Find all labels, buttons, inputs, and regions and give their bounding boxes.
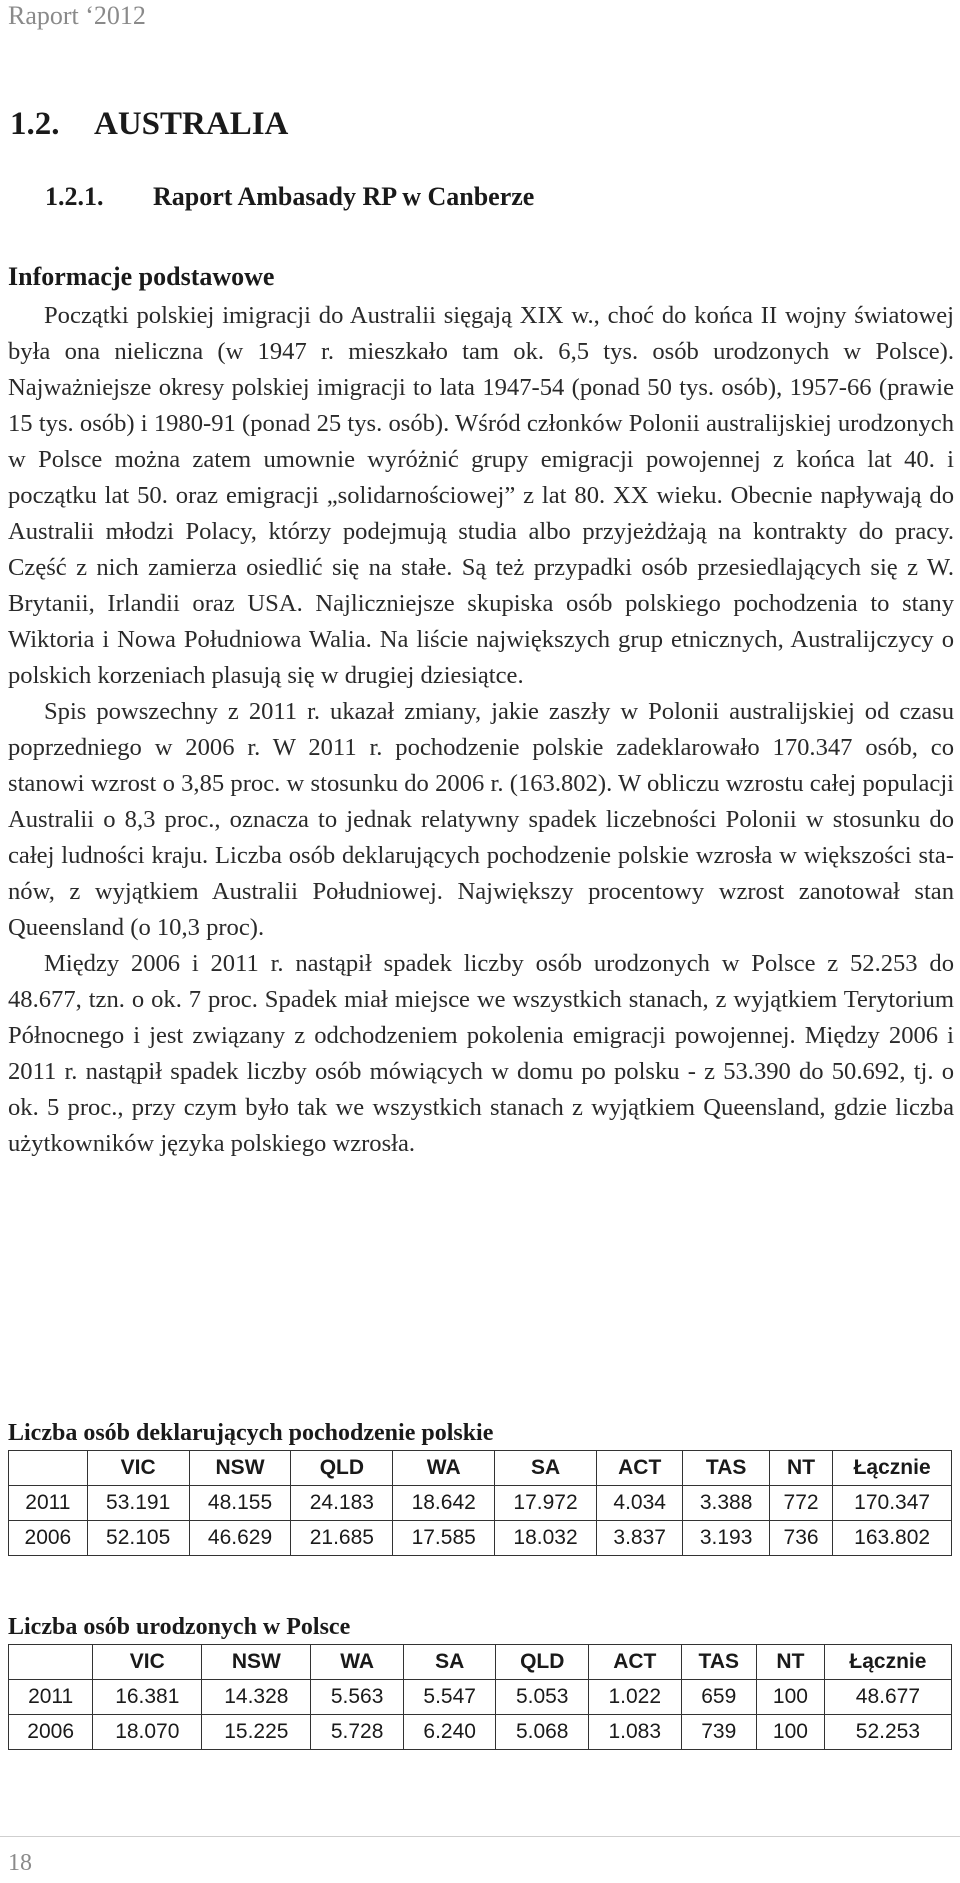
year-cell: 2011 [9,1680,93,1715]
table-cell: 5.547 [403,1680,496,1715]
table-cell: 1.022 [589,1680,682,1715]
table-cell: 163.802 [833,1521,952,1556]
table-cell: 3.388 [683,1486,769,1521]
table-header-row [9,1645,952,1680]
table-cell: 170.347 [833,1486,952,1521]
section-heading [45,180,534,214]
table-row [9,1715,952,1750]
table-cell: 24.183 [291,1486,393,1521]
header-cell: WA [311,1645,404,1680]
table-cell: 46.629 [189,1521,291,1556]
header-cell: ACT [596,1451,682,1486]
header-cell: Łącznie [824,1645,951,1680]
table-cell: 52.105 [87,1521,189,1556]
table-cell: 15.225 [202,1715,311,1750]
body-text [8,298,954,1162]
header-cell: NSW [189,1451,291,1486]
header-cell: NT [769,1451,832,1486]
table-cell: 14.328 [202,1680,311,1715]
table-header-row [9,1451,952,1486]
table-cell: 21.685 [291,1521,393,1556]
header-cell: WA [393,1451,495,1486]
header-cell: ACT [589,1645,682,1680]
section-title: Raport Ambasady RP w Canberze [153,182,535,211]
chapter-number: 1.2. [10,106,60,142]
section-number: 1.2.1. [45,182,104,211]
paragraph: Między 2006 i 2011 r. nastąpił spadek liczby osób urodzonych w Polsce z 52.253 do 48.677, tzn. o ok. 7 proc. Spadek miał miejsce we wszystkich stanach, z wyjątkiem Terytorium Północnego i jest związany z odchodzeniem pokolenia emigracji powojennej. Między 2006 i 2011 r. nastąpił spadek liczby osób mówiących w domu po polsku - z 53.390 do 50.692, tj. o ok. 5 proc., przy czym było tak we wszystkich stanach z wyjątkiem Queensland, gdzie liczba użytkowników języka polskiego wzrosła. [8,950,954,1157]
header-cell: SA [403,1645,496,1680]
page-number: 18 [8,1850,32,1876]
paragraph: Spis powszechny z 2011 r. ukazał zmiany, jakie zaszły w Polonii australijskiej od czasu poprzedniego w 2006 r. W 2011 r. pochodzenie polskie zadeklarowało 170.347 osób, co stanowi wzrost o 3,85 proc. w stosunku do 2006 r. (163.802). W obliczu wzrostu całej populacji Australii o 8,3 proc., oznacza to jednak relatywny spadek liczebności Polonii w stosunku do całej ludności kraju. Liczba osób deklarujących pochodzenie polskie wzrosła w większości stanów, z wyjątkiem Australii Południowej. Największy procentowy wzrost zanotował stan Queensland (o 10,3 proc). [8,698,954,941]
table-cell: 16.381 [93,1680,202,1715]
table-cell: 659 [681,1680,756,1715]
table-cell: 736 [769,1521,832,1556]
table-cell: 1.083 [589,1715,682,1750]
header-cell: NSW [202,1645,311,1680]
header-cell: VIC [87,1451,189,1486]
table-cell: 3.837 [596,1521,682,1556]
table-cell: 6.240 [403,1715,496,1750]
table-cell: 739 [681,1715,756,1750]
running-head: Raport ‘2012 [8,1,146,30]
subsection-title: Informacje podstawowe [8,262,275,291]
table-cell: 18.642 [393,1486,495,1521]
table-row [9,1486,952,1521]
table-cell: 5.068 [496,1715,589,1750]
table-cell: 5.563 [311,1680,404,1715]
header-cell: QLD [291,1451,393,1486]
table-cell: 48.677 [824,1680,951,1715]
header-cell [9,1645,93,1680]
table-cell: 17.972 [495,1486,597,1521]
table-title-born-in-poland: Liczba osób urodzonych w Polsce [8,1614,351,1640]
table-cell: 3.193 [683,1521,769,1556]
header-cell: SA [495,1451,597,1486]
footer-divider [0,1836,960,1837]
table-row [9,1680,952,1715]
year-cell: 2011 [9,1486,88,1521]
paragraph: Początki polskiej imigracji do Australii sięgają XIX w., choć do końca II wojny światowej była ona nieliczna (w 1947 r. mieszkało tam ok. 6,5 tys. osób urodzonych w Polsce). Najważniejsze okresy polskiej imigracji to lata 1947-54 (ponad 50 tys. osób), 1957-66 (prawie 15 tys. osób) i 1980-91 (ponad 25 tys. osób). Wśród członków Polonii australijskiej urodzonych w Polsce można zatem umownie wyróżnić grupy emigracji powojennej z końca lat 40. i początku lat 50. oraz emigracji „solidarnościowej” z lat 80. XX wieku. Obecnie napływają do Australii młodzi Polacy, którzy podejmują studia albo przyjeżdżają na kontrakty do pracy. Część z nich zamierza osiedlić się na stałe. Są też przypadki osób przesiedlających się z W. Brytanii, Irlandii oraz USA. Najliczniejsze skupiska osób polskiego pochodzenia to stany Wiktoria i Nowa Południowa Walia. Na liście największych grup etnicznych, Australijczycy o polskich korzeniach plasują się w drugiej dziesiątce. [8,302,954,689]
header-cell: TAS [681,1645,756,1680]
header-cell: VIC [93,1645,202,1680]
table-cell: 100 [757,1715,825,1750]
table-cell: 17.585 [393,1521,495,1556]
header-cell: QLD [496,1645,589,1680]
table-cell: 5.053 [496,1680,589,1715]
table-cell: 18.070 [93,1715,202,1750]
header-cell: NT [757,1645,825,1680]
table-cell: 53.191 [87,1486,189,1521]
table-title-polish-origin: Liczba osób deklarujących pochodzenie polskie [8,1420,494,1446]
table-cell: 4.034 [596,1486,682,1521]
table-cell: 772 [769,1486,832,1521]
year-cell: 2006 [9,1521,88,1556]
header-cell: Łącznie [833,1451,952,1486]
table-born-in-poland [8,1644,952,1750]
table-cell: 48.155 [189,1486,291,1521]
chapter-heading [10,104,288,144]
table-cell: 5.728 [311,1715,404,1750]
table-cell: 52.253 [824,1715,951,1750]
table-polish-origin [8,1450,952,1556]
table-cell: 18.032 [495,1521,597,1556]
table-cell: 100 [757,1680,825,1715]
chapter-title: AUSTRALIA [94,106,289,142]
year-cell: 2006 [9,1715,93,1750]
table-row [9,1521,952,1556]
header-cell: TAS [683,1451,769,1486]
header-cell [9,1451,88,1486]
